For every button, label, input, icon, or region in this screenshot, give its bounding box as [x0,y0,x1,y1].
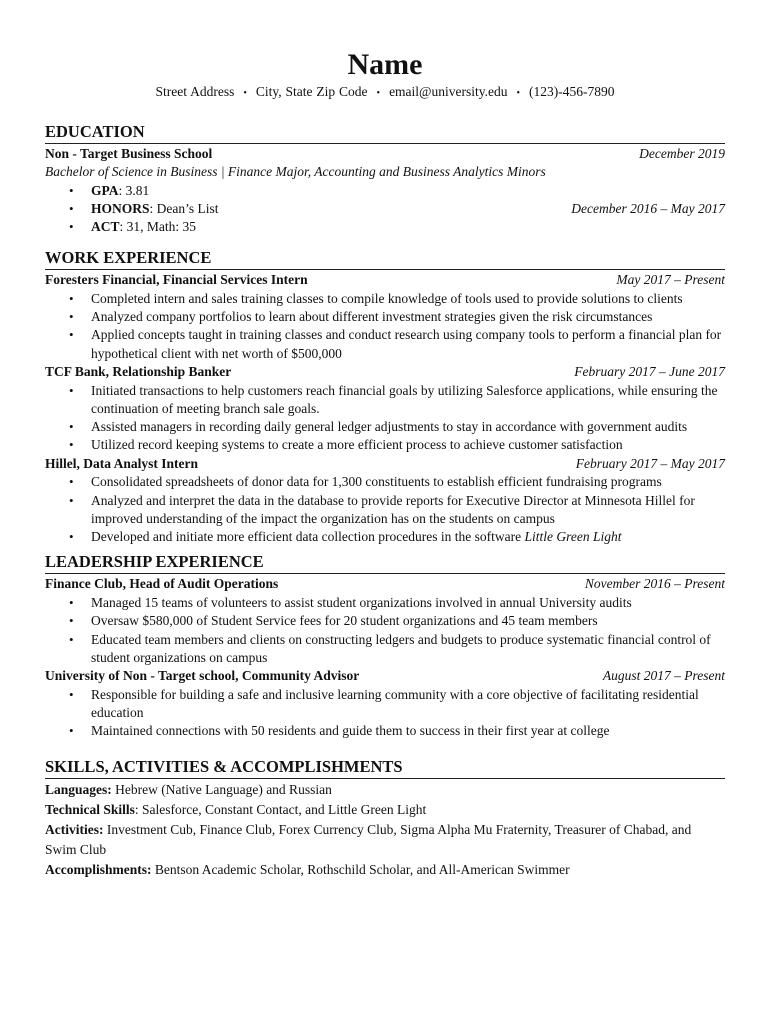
skills-heading: SKILLS, ACTIVITIES & ACCOMPLISHMENTS [45,757,725,779]
list-item: • Applied concepts taught in training classes and conduct research using company tools to perform a financial plan for hypothetical client with net worth of $500,000 [91,326,725,363]
education-header-row [45,145,725,164]
list-item: • Oversaw $580,000 of Student Service fees for 20 student organizations and 45 team members [91,612,725,630]
role-date: August 2017 – Present [602,668,725,684]
job-title: TCF Bank, Relationship Banker [45,364,232,380]
honors-label: HONORS [91,200,150,216]
accomplishments-label: Accomplishments: [45,861,152,877]
list-item: • Utilized record keeping systems to create a more efficient process to achieve customer satisfaction [91,436,725,454]
list-item: • Completed intern and sales training classes to compile knowledge of tools used to provide solutions to clients [91,290,725,308]
languages-line [45,780,725,800]
list-item-honors [91,200,725,218]
role-title: University of Non - Target school, Community Advisor [45,668,360,684]
activities-label: Activities: [45,821,104,837]
act-value: : 31, Math: 35 [119,219,197,235]
role-date: November 2016 – Present [584,576,725,592]
degree-line: Bachelor of Science in Business | Finance Major, Accounting and Business Analytics Minors [45,164,546,179]
bullet-text: Developed and initiate more efficient data collection procedures in the software [91,529,525,545]
list-item: • Analyzed and interpret the data in the database to provide reports for Executive Director at Minnesota Hillel for improved understanding of the impact the organization has on the students on campus [91,492,725,529]
job-date: February 2017 – June 2017 [574,364,725,380]
job-title: Hillel, Data Analyst Intern [45,455,199,471]
list-item: • Maintained connections with 50 residents and guide them to success in their first year at college [91,722,725,740]
job-header-row [45,455,725,474]
software-name: Little Green Light [524,529,622,545]
role-header-row [45,575,725,594]
gpa-value: : 3.81 [118,182,150,198]
technical-skills-line [45,800,725,820]
separator-bullet: • [243,88,247,99]
list-item: • Analyzed company portfolios to learn about different investment strategies given the risk circumstances [91,308,725,326]
education-list [45,182,725,237]
list-item: • Consolidated spreadsheets of donor data for 1,300 constituents to establish efficient fundraising programs [91,473,725,491]
role-title: Finance Club, Head of Audit Operations [45,576,279,592]
technical-label: Technical Skills [45,801,135,817]
gpa-label: GPA [91,182,119,198]
candidate-name: Name [347,48,423,81]
street-address: Street Address [155,84,235,99]
leadership-heading: LEADERSHIP EXPERIENCE [45,552,725,574]
languages-label: Languages: [45,781,112,797]
job-bullets [45,473,725,546]
resume-page [45,0,725,880]
honors-value: : Dean’s List [149,200,219,216]
job-title: Foresters Financial, Financial Services Intern [45,272,308,288]
work-heading: WORK EXPERIENCE [45,248,725,270]
role-bullets [45,686,725,741]
list-item: • Managed 15 teams of volunteers to assist student organizations involved in annual University audits [91,594,725,612]
activities-value: Investment Cub, Finance Club, Forex Currency Club, Sigma Alpha Mu Fraternity, Treasurer of Chabad, and Swim Club [45,821,692,857]
technical-value: : Salesforce, Constant Contact, and Little Green Light [134,801,427,817]
job-header-row [45,363,725,382]
graduation-date: December 2019 [639,145,725,161]
job-bullets [45,382,725,455]
list-item: • Assisted managers in recording daily general ledger adjustments to stay in accordance with government audits [91,418,725,436]
role-bullets [45,594,725,667]
job-header-row [45,271,725,290]
list-item: • Educated team members and clients on constructing ledgers and budgets to produce systematic financial control of student organizations on campus [91,631,725,668]
accomplishments-value: Bentson Academic Scholar, Rothschild Scholar, and All-American Swimmer [151,861,570,877]
job-date: May 2017 – Present [616,272,725,288]
separator-bullet: • [516,88,520,99]
list-item: • Initiated transactions to help customers reach financial goals by utilizing Salesforce applications, while ensuring the continuation of meeting branch sale goals. [91,382,725,419]
act-label: ACT [91,219,120,235]
education-heading: EDUCATION [45,122,725,144]
honors-date: December 2016 – May 2017 [571,200,725,216]
list-item-act [91,218,725,236]
separator-bullet: • [376,88,381,99]
activities-line [45,820,725,860]
role-header-row [45,667,725,686]
job-date: February 2017 – May 2017 [575,455,725,471]
email: email@university.edu [389,84,508,99]
list-item: • Responsible for building a safe and inclusive learning community with a core objective of facilitating residential education [91,686,725,723]
accomplishments-line [45,860,725,880]
languages-value: Hebrew (Native Language) and Russian [111,781,332,797]
school-name: Non - Target Business School [45,145,213,161]
phone: (123)-456-7890 [528,84,615,99]
list-item-gpa [91,182,725,200]
city-state-zip: City, State Zip Code [255,84,368,99]
contact-line [45,83,725,104]
list-item [91,528,725,546]
job-bullets [45,290,725,363]
